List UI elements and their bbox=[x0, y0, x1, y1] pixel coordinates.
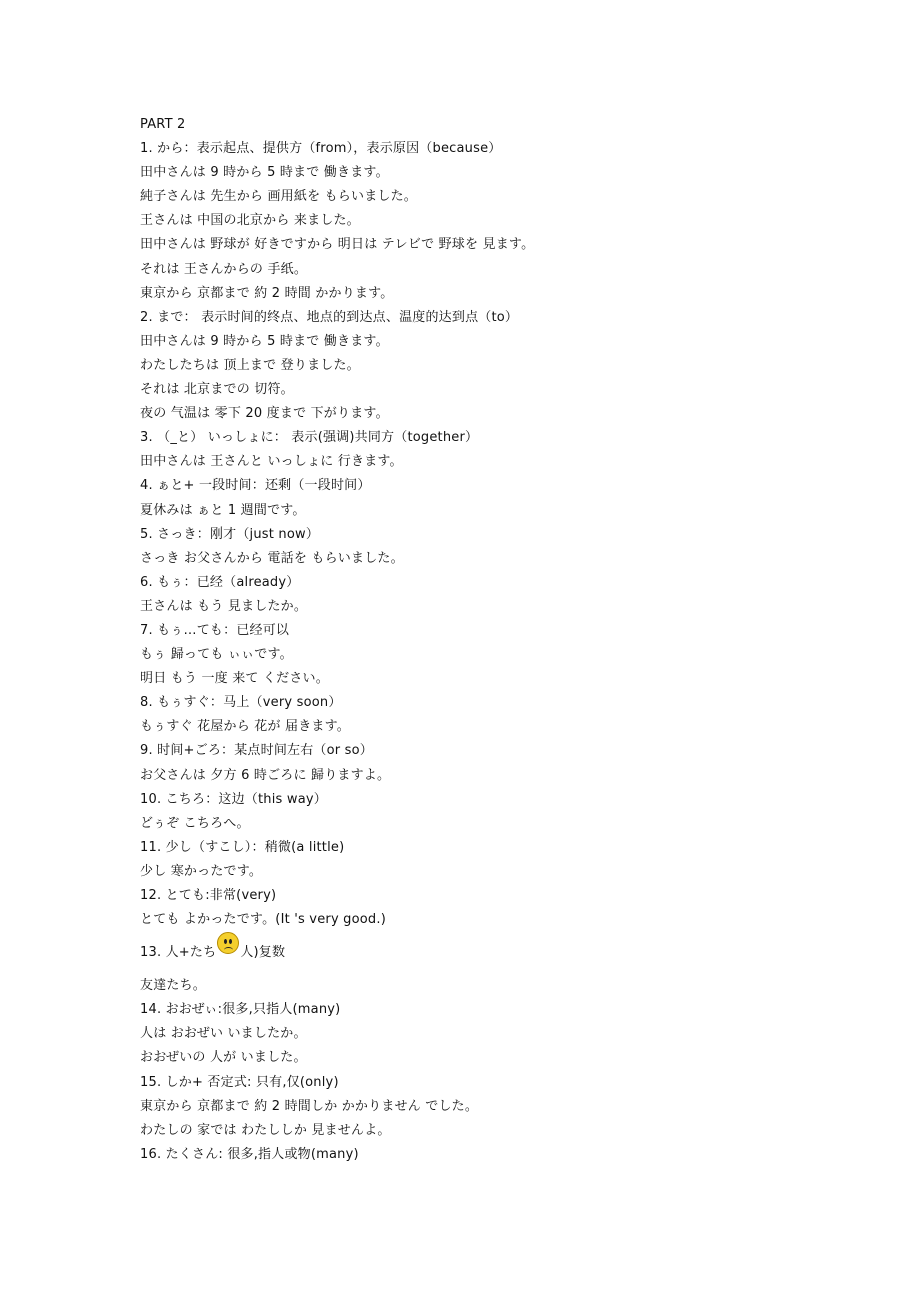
text-line: それは 王さんからの 手纸。 bbox=[140, 261, 308, 277]
text-line: 2. まで： 表示时间的终点、地点的到达点、温度的达到点（to） bbox=[140, 309, 519, 325]
text-line: 東京から 京都まで 約 2 時間しか かかりません でした。 bbox=[140, 1098, 479, 1114]
text-line: わたしたちは 顶上まで 登りました。 bbox=[140, 357, 360, 373]
item13-before: 13. 人+たち bbox=[140, 945, 217, 961]
text-line: もぅすぐ 花屋から 花が 届きます。 bbox=[140, 719, 350, 735]
document-page bbox=[140, 113, 880, 1167]
text-line: 夜の 气温は 零下 20 度まで 下がります。 bbox=[140, 406, 389, 422]
text-line: わたしの 家では わたししか 見ませんよ。 bbox=[140, 1122, 391, 1138]
text-line: とても よかったです。(It 's very good.) bbox=[140, 912, 386, 928]
text-line: もぅ 歸っても ぃぃです。 bbox=[140, 647, 293, 663]
text-line: 5. さっき：刚才（just now） bbox=[140, 526, 320, 542]
text-line: 4. ぁと+ 一段时间：还剩（一段时间） bbox=[140, 478, 371, 494]
item13-after: 人)复数 bbox=[240, 945, 286, 961]
text-line: 12. とても:非常(very) bbox=[140, 888, 277, 903]
text-line: 14. おおぜぃ:很多,只指人(many) bbox=[140, 1002, 341, 1018]
text-line: 純子さんは 先生から 画用紙を もらいました。 bbox=[140, 189, 417, 205]
text-line: 夏休みは ぁと 1 週間です。 bbox=[140, 502, 306, 518]
text-line: 王さんは 中国の北京から 来ました。 bbox=[140, 213, 360, 229]
text-line: 6. もぅ：已经（already） bbox=[140, 574, 300, 590]
text-line: 11. 少し（すこし）：稍微(a little) bbox=[140, 839, 345, 855]
text-line-item-13 bbox=[140, 932, 880, 974]
text-line: 王さんは もう 見ましたか。 bbox=[140, 598, 308, 614]
text-line: 7. もぅ…ても：已经可以 bbox=[140, 622, 290, 638]
text-line: 田中さんは 9 時から 5 時まで 働きます。 bbox=[140, 333, 389, 349]
text-line: 15. しか+ 否定式: 只有,仅(only) bbox=[140, 1074, 339, 1090]
frown-emoticon-icon bbox=[217, 932, 239, 954]
text-line: 田中さんは 王さんと いっしょに 行きます。 bbox=[140, 454, 403, 470]
text-line: 3. （_と） いっしょに： 表示(强调)共同方（together） bbox=[140, 430, 479, 446]
text-line: 10. こちろ：这边（this way） bbox=[140, 791, 327, 807]
text-line: 9. 时间+ごろ：某点时间左右（or so） bbox=[140, 743, 373, 759]
text-line: 東京から 京都まで 約 2 時間 かかります。 bbox=[140, 285, 394, 301]
text-line: 人は おおぜい いましたか。 bbox=[140, 1026, 307, 1042]
text-line: 田中さんは 野球が 好きですから 明日は テレビで 野球を 見ます。 bbox=[140, 237, 535, 253]
text-line: さっき お父さんから 電話を もらいました。 bbox=[140, 550, 404, 566]
text-line: 少し 寒かったです。 bbox=[140, 863, 263, 879]
text-line: 田中さんは 9 時から 5 時まで 働きます。 bbox=[140, 165, 389, 181]
text-line: 1. から：表示起点、提供方（from），表示原因（because） bbox=[140, 141, 502, 157]
text-line: 16. たくさん: 很多,指人或物(many) bbox=[140, 1146, 359, 1162]
text-line: 明日 もう 一度 来て ください。 bbox=[140, 671, 329, 687]
text-line: それは 北京までの 切符。 bbox=[140, 382, 294, 398]
text-line: 8. もぅすぐ：马上（very soon） bbox=[140, 695, 342, 711]
text-line: どぅぞ こちろへ。 bbox=[140, 815, 250, 831]
text-line: 友達たち。 bbox=[140, 978, 207, 994]
text-line: おおぜいの 人が いました。 bbox=[140, 1050, 307, 1066]
section-heading: PART 2 bbox=[140, 117, 186, 132]
text-line: お父さんは 夕方 6 時ごろに 歸りますよ。 bbox=[140, 767, 391, 783]
